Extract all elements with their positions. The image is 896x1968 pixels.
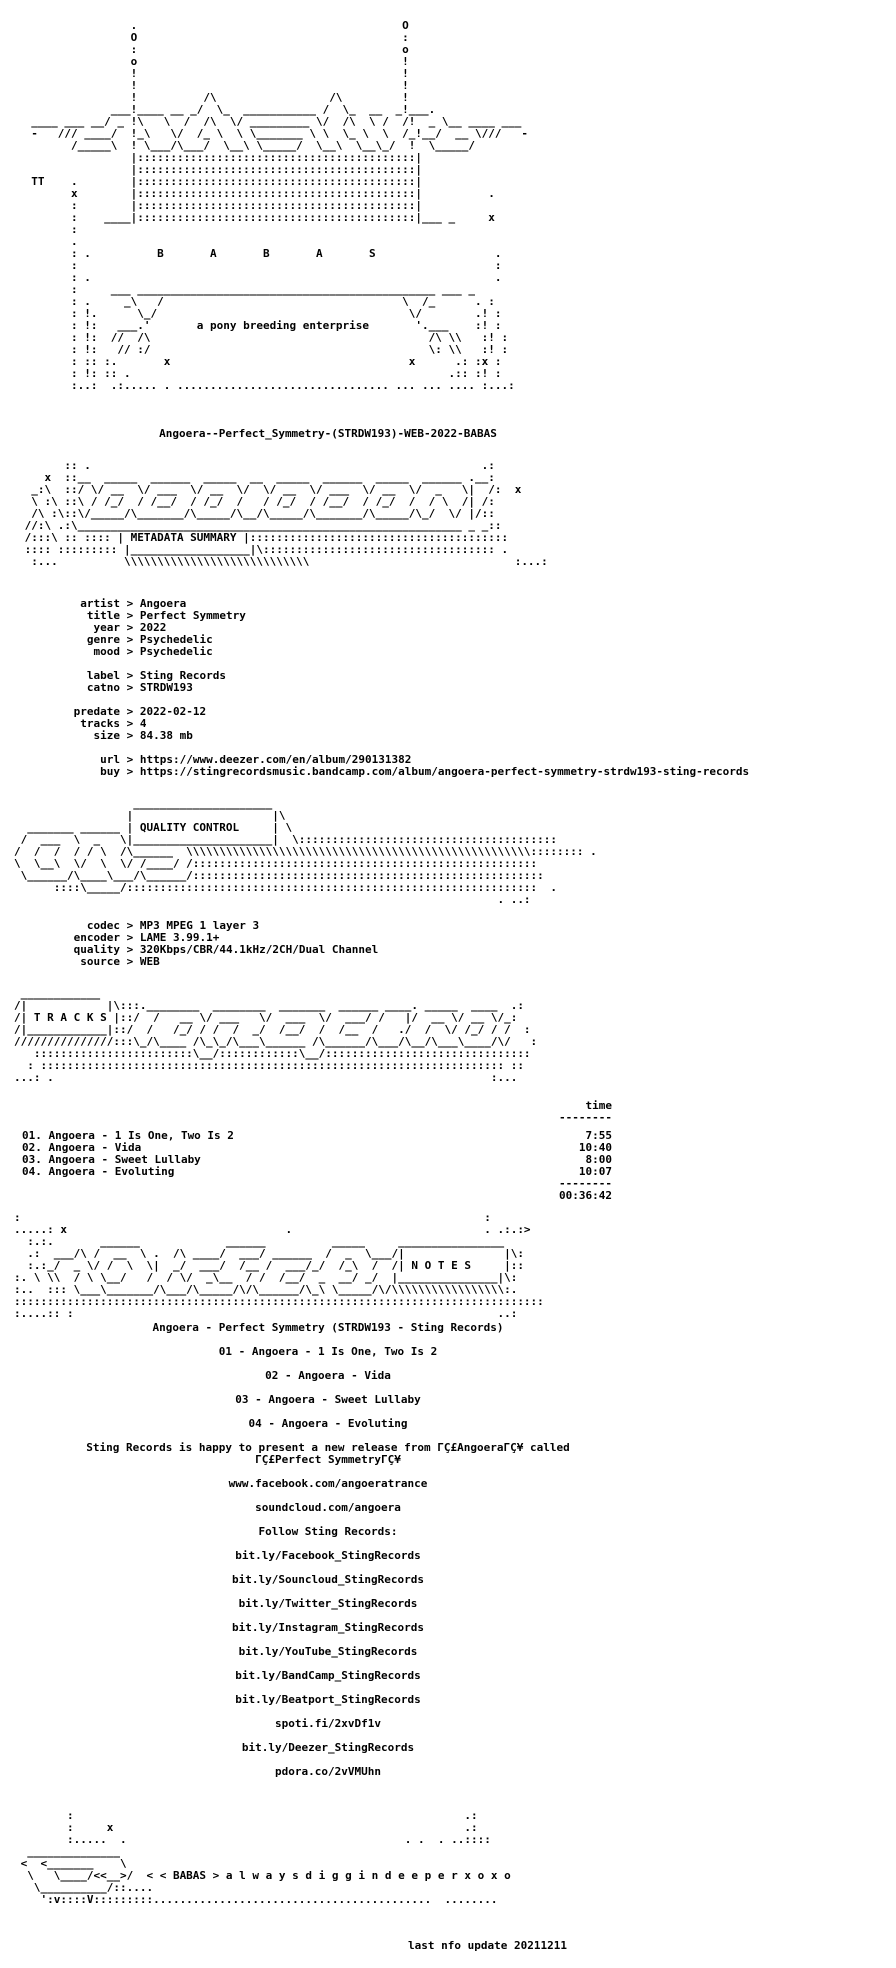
time-header: time [585,1099,612,1112]
field-value: Angoera [139,597,187,610]
field-separator: > [120,621,140,634]
field-value: 2022 [139,621,167,634]
field-separator: > [120,765,140,778]
tracklist [22,1100,612,1202]
track-title: 01. Angoera - 1 Is One, Two Is 2 [22,1129,234,1142]
field-value: 4 [139,717,147,730]
field-key: tracks [80,717,120,730]
notes-line: Sting Records is happy to present a new release from ΓÇ£AngoeraΓÇ¥ called [86,1441,570,1454]
field-value[interactable]: https://www.deezer.com/en/album/290131382 [139,753,412,766]
field-separator: > [120,597,140,610]
notes-content [18,1322,638,1790]
field-key: title [86,609,120,622]
footer-art: : .: : x .: :..... . . . . ..:::: ______________ < <_______ \ \ \____/<<__>/ < < BABAS > a l w a y s d i g g i n d e e p e r x o x o \__________/::.... ':v::::V:::::::::.......................................... ........ [20,1809,511,1906]
field-value: 320Kbps/CBR/44.1kHz/2CH/Dual Channel [139,943,379,956]
notes-line: 02 - Angoera - Vida [265,1369,391,1382]
notes-line: 03 - Angoera - Sweet Lullaby [235,1393,421,1406]
field-value: WEB [139,955,160,968]
field-separator: > [120,681,140,694]
time-rule-bottom: -------- [559,1177,612,1190]
track-list [22,1130,612,1178]
track-title: 03. Angoera - Sweet Lullaby [22,1153,201,1166]
field-key: codec [86,919,120,932]
field-key: catno [86,681,120,694]
field-value: 2022-02-12 [139,705,207,718]
field-value[interactable]: https://stingrecordsmusic.bandcamp.com/album/angoera-perfect-symmetry-strdw193-sting-records [139,765,750,778]
notes-line: bit.ly/YouTube_StingRecords [238,1645,418,1658]
field-key: artist [80,597,120,610]
field-separator: > [120,609,140,622]
track-time: 7:55 [585,1129,612,1142]
notes-line: pdora.co/2vVMUhn [275,1765,381,1778]
notes-line: spoti.fi/2xvDf1v [275,1717,381,1730]
field-key: year [93,621,120,634]
field-value: LAME 3.99.1+ [139,931,220,944]
metadata-summary [60,598,749,778]
field-key: source [80,955,120,968]
last-update: last nfo update 20211211 [408,1939,567,1952]
notes-line: 04 - Angoera - Evoluting [248,1417,408,1430]
field-separator: > [120,943,140,956]
tracks-banner-art: ____________ /| |\:::.________ ________ _______ ______ ____. _____ ____ .: /| T R A C K S |::/ / __ \/ ___ \/ ___ \/ ___/ / |/ __ \/ __ \/_: /|____________|::/ / /_/ / / / _/ /__/ / /__ / ./ / \/ /_/ / / : ///////////////:::\_/\____ /\_\_/\___\______ /\______/\___/\__/\___\____/\/ : ::::::::::::::::::::::::\__/::::::::::::\__/::::::::::::::::::::::::::::::: : :::::::::::::::::::::::::::::::::::::::::::::::::::::::::::::::::::::: :: ...: . :... [14,987,538,1084]
field-value: MP3 MPEG 1 layer 3 [139,919,260,932]
field-separator: > [120,753,140,766]
total-time: 00:36:42 [559,1189,612,1202]
notes-line: ΓÇ£Perfect SymmetryΓÇ¥ [255,1453,401,1466]
field-key: mood [93,645,120,658]
notes-line: bit.ly/Instagram_StingRecords [231,1621,425,1634]
release-name: Angoera--Perfect_Symmetry-(STRDW193)-WEB-2022-BABAS [159,427,497,440]
field-row [60,766,749,778]
field-key: genre [86,633,120,646]
field-value: Sting Records [139,669,226,682]
field-value: Perfect Symmetry [139,609,246,622]
notes-line: Angoera - Perfect Symmetry (STRDW193 - Sting Records) [152,1321,504,1334]
notes-line: bit.ly/Beatport_StingRecords [235,1693,421,1706]
time-rule-top: -------- [559,1111,612,1124]
notes-line: bit.ly/Souncloud_StingRecords [231,1573,425,1586]
field-separator: > [120,955,140,968]
track-time: 10:40 [578,1141,612,1154]
field-row [60,646,749,658]
notes-line: Follow Sting Records: [258,1525,398,1538]
quality-banner-art: _____________________ | |\ _______ ______ | QUALITY CONTROL | \ / ___ \ _ \|_____________________| \::::::::::::::::::::::::::::::::::::::: / / / / / \ /\______ \\\\\\\\\\\\\\\\\\\\\\\\\\\\\\\\\\\\\\\\\\\\\\\\\\\\:::::::: . \ \__\ \/ \ \/ /____/ /:::::::::::::::::::::::::::::::::::::::::::::::::::: \______/\____\___/\______/::::::::::::::::::::::::::::::::::::::::::::::::::::: ::::\_____/:::::::::::::::::::::::::::::::::::::::::::::::::::::::::::::: . . ..: [14,797,597,906]
field-row [60,956,378,968]
track-row [22,1166,612,1178]
notes-line: bit.ly/BandCamp_StingRecords [235,1669,421,1682]
field-key: buy [100,765,120,778]
field-key: url [100,753,120,766]
field-separator: > [120,729,140,742]
field-value: STRDW193 [139,681,193,694]
notes-line: 01 - Angoera - 1 Is One, Two Is 2 [218,1345,438,1358]
field-key: encoder [73,931,120,944]
field-value: 84.38 mb [139,729,193,742]
babas-logo-art: . O O : : o o ! ! ! ! ! ! /\ /\ ! ___!____ __ _/ \_ ___________ / \_ __ _!___. ____ ___ __/ _ !\ \ / /\ \/ _________ \/ /\ \ / /! _ \__ ____ ___ - /// ____/ !_\ \/ /_ \ \ \_______ \ \ \_ \ \ /_!__/ __ \/// - /_____\ ! \___/\___/ \__\ \_____/ \__\ \__\_/ ! \_____/ |::::::::::::::::::::::::::::::::::::::::::| |::::::::::::::::::::::::::::::::::::::::::| TT . |::::::::::::::::::::::::::::::::::::::::::| x |::::::::::::::::::::::::::::::::::::::::::| . : |::::::::::::::::::::::::::::::::::::::::::| : ____|::::::::::::::::::::::::::::::::::::::::::|___ _ x : . : . B A B A S . : : : . . : ___ _____________________________________________ ___ _ : . _\ / \ /_ . : : !. \_/ \/ .! : : !: ___.' a pony breeding enterprise '.___ :! : : !: // /\ /\ \\ :! : : !: // :/ \: \\ :! : : :: :. x x .: :x : : !: :: . .:: :! : :..: .:..... . ................................ ... ... .... :...: [31,19,528,392]
track-title: 04. Angoera - Evoluting [22,1165,175,1178]
field-row [60,730,749,742]
field-separator: > [120,931,140,944]
field-key: label [86,669,120,682]
notes-line: www.facebook.com/angoeratrance [228,1477,428,1490]
field-key: predate [73,705,120,718]
notes-line: bit.ly/Twitter_StingRecords [238,1597,418,1610]
field-value: Psychedelic [139,633,213,646]
field-row [60,682,749,694]
track-title: 02. Angoera - Vida [22,1141,142,1154]
field-separator: > [120,717,140,730]
notes-line: bit.ly/Deezer_StingRecords [241,1741,415,1754]
field-value: Psychedelic [139,645,213,658]
notes-line: bit.ly/Facebook_StingRecords [235,1549,421,1562]
quality-control [60,920,378,968]
field-separator: > [120,705,140,718]
track-time: 8:00 [585,1153,612,1166]
notes-banner-art: : : .....: x . . .:.:> :.:. ______ ______ _____ ________________ .: ___/\ / __ \ . /\ ____/ ___/ ______ / _ \___/| |\: :.:_/ _ \/ / \ \| _/ ___/ /__ / ___/_/ /_\ / /| N O T E S |:: :. \ \\ / \ \__/ / / \/ _\__ / / /__/ _ __/ _/ |_______________|\: :.. ::: \___\_______/\___/\_____/\/\______/\_\ \_____/\/\\\\\\\\\\\\\\\\\:. :::::::::::::::::::::::::::::::::::::::::::::::::::::::::::::::::::::::::::::::: :....:: : ..: [14,1211,544,1320]
field-separator: > [120,669,140,682]
field-separator: > [120,919,140,932]
metadata-banner-art: :: . .: x ::__ _____ ______ _____ __ _____ ______ _____ ______ .__: _:\ ::/ \/ __ \/ ___ \/ __ \/ \/ __ \/ ___ \/ __ \/ _ \| /: x \ :\ ::\ / /_/ / /__/ / /_/ / / /_/ / /__/ / /_/ / / \ /| /: /\ :\::\/_____/\_______/\_____/\__/\_____/\_______/\_____/\_/ \/ |/:: //:\ .:\__________________________________________________________ _ _:: /:::\ :: :::: | METADATA SUMMARY |::::::::::::::::::::::::::::::::::::::: :::: ::::::::: |__________________|\::::::::::::::::::::::::::::::::::: . :... \\\\\\\\\\\\\\\\\\\\\\\\\\\\ :...: [24,459,548,568]
notes-line: soundcloud.com/angoera [255,1501,401,1514]
field-separator: > [120,645,140,658]
field-separator: > [120,633,140,646]
field-row [60,706,749,718]
field-key: size [93,729,120,742]
field-key: quality [73,943,120,956]
track-time: 10:07 [578,1165,612,1178]
